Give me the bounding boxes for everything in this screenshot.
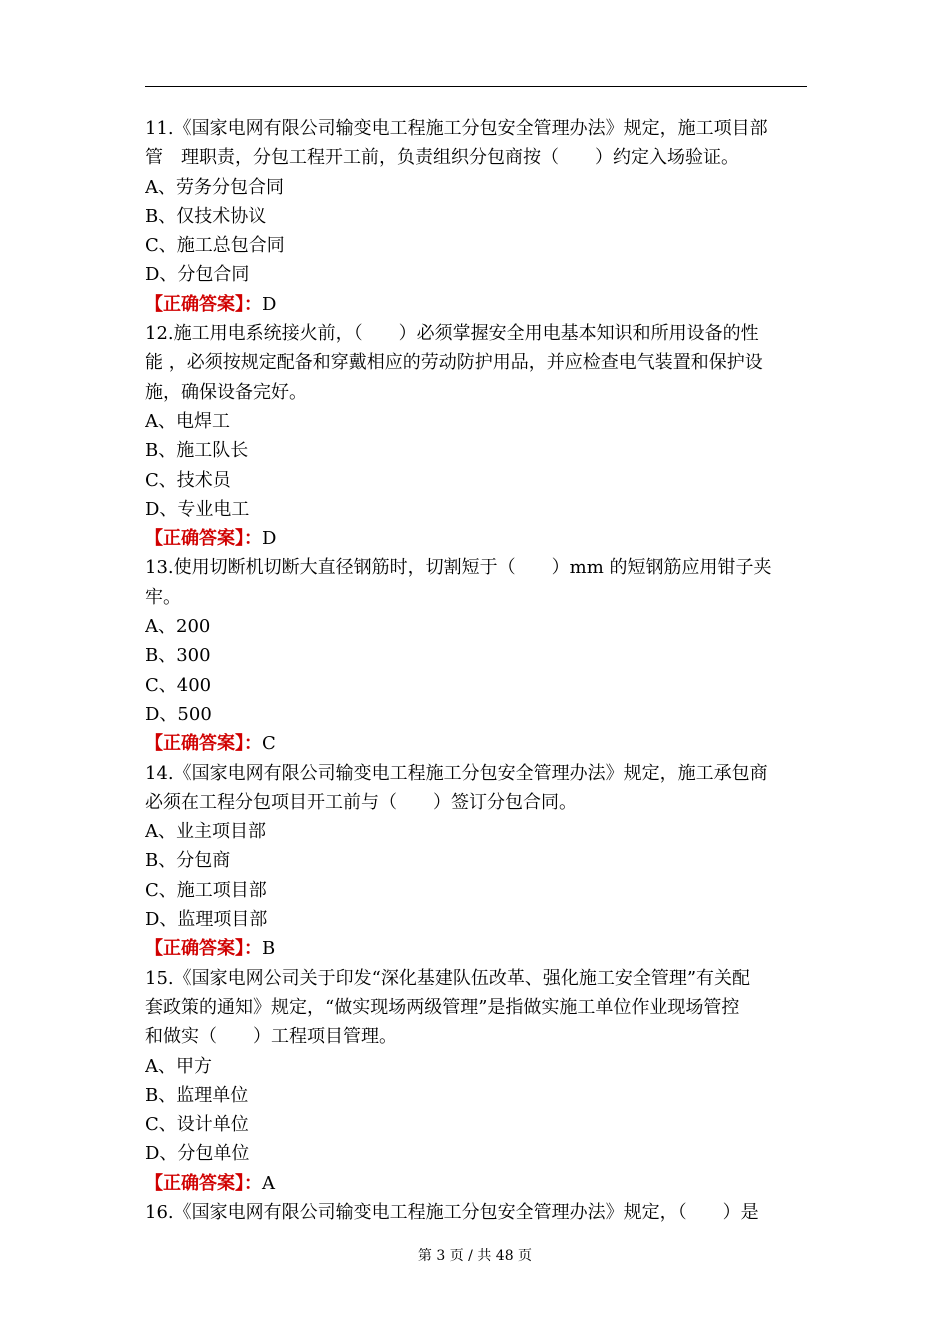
correct-answer-label: 【正确答案】： <box>145 528 262 550</box>
answer-option: A、电焊工 <box>145 410 230 432</box>
question-block <box>145 964 807 1198</box>
correct-answer-value: B <box>262 938 276 960</box>
correct-answer-label: 【正确答案】： <box>145 293 262 315</box>
correct-answer-label: 【正确答案】： <box>145 1172 262 1194</box>
question-text-line: 16.《国家电网有限公司输变电工程施工分包安全管理办法》规定，（ ）是 <box>145 1201 759 1223</box>
question-text-line: 能 ，必须按规定配备和穿戴相应的劳动防护用品，并应检查电气装置和保护设 <box>145 352 763 374</box>
answer-option: B、监理单位 <box>145 1084 249 1106</box>
correct-answer-value: A <box>262 1172 275 1194</box>
question-block <box>145 319 807 553</box>
answer-option: C、施工总包合同 <box>145 235 285 257</box>
question-list <box>145 114 807 1227</box>
question-block <box>145 114 807 319</box>
answer-option: C、400 <box>145 674 212 696</box>
correct-answer-value: C <box>262 733 276 755</box>
question-text-line: 套政策的通知》规定，“做实现场两级管理”是指做实施工单位作业现场管控 <box>145 996 740 1018</box>
correct-answer <box>145 934 807 963</box>
answer-option: B、分包商 <box>145 850 231 872</box>
question-text-line: 施，确保设备完好。 <box>145 381 307 403</box>
correct-answer <box>145 524 807 553</box>
answer-option: A、200 <box>145 616 211 638</box>
question-text-line: 必须在工程分包项目开工前与（ ）签订分包合同。 <box>145 791 577 813</box>
page-footer: 第 3 页 / 共 48 页 <box>417 1248 533 1264</box>
correct-answer <box>145 1169 807 1198</box>
correct-answer-label: 【正确答案】： <box>145 938 262 960</box>
correct-answer-label: 【正确答案】： <box>145 733 262 755</box>
answer-option: D、500 <box>145 703 212 725</box>
answer-option: B、施工队长 <box>145 440 249 462</box>
answer-option: C、技术员 <box>145 469 231 491</box>
question-block <box>145 553 807 758</box>
question-text-line: 13.使用切断机切断大直径钢筋时，切割短于（ ）mm 的短钢筋应用钳子夹 <box>145 557 772 579</box>
question-text-line: 管 理职责，分包工程开工前，负责组织分包商按（ ）约定入场验证。 <box>145 147 739 169</box>
answer-option: B、300 <box>145 645 211 667</box>
answer-option: A、业主项目部 <box>145 821 266 843</box>
answer-option: D、监理项目部 <box>145 909 268 931</box>
answer-option: C、设计单位 <box>145 1114 249 1136</box>
header-rule <box>145 86 807 87</box>
question-block <box>145 759 807 964</box>
answer-option: D、专业电工 <box>145 498 250 520</box>
answer-option: D、分包单位 <box>145 1143 250 1165</box>
question-text-line: 12.施工用电系统接火前，（ ）必须掌握安全用电基本知识和所用设备的性 <box>145 323 759 345</box>
correct-answer <box>145 290 807 319</box>
question-text-line: 15.《国家电网公司关于印发“深化基建队伍改革、强化施工安全管理”有关配 <box>145 967 751 989</box>
correct-answer-value: D <box>262 528 277 550</box>
question-text-line: 14.《国家电网有限公司输变电工程施工分包安全管理办法》规定，施工承包商 <box>145 762 768 784</box>
answer-option: A、劳务分包合同 <box>145 176 284 198</box>
answer-option: C、施工项目部 <box>145 879 267 901</box>
answer-option: B、仅技术协议 <box>145 205 267 227</box>
question-text-line: 11.《国家电网有限公司输变电工程施工分包安全管理办法》规定，施工项目部 <box>145 118 768 139</box>
question-block <box>145 1198 807 1227</box>
correct-answer-value: D <box>262 293 277 315</box>
question-text-line: 和做实（ ）工程项目管理。 <box>145 1026 397 1048</box>
answer-option: D、分包合同 <box>145 264 250 286</box>
answer-option: A、甲方 <box>145 1055 212 1077</box>
correct-answer <box>145 729 807 758</box>
question-text-line: 牢。 <box>145 586 181 608</box>
